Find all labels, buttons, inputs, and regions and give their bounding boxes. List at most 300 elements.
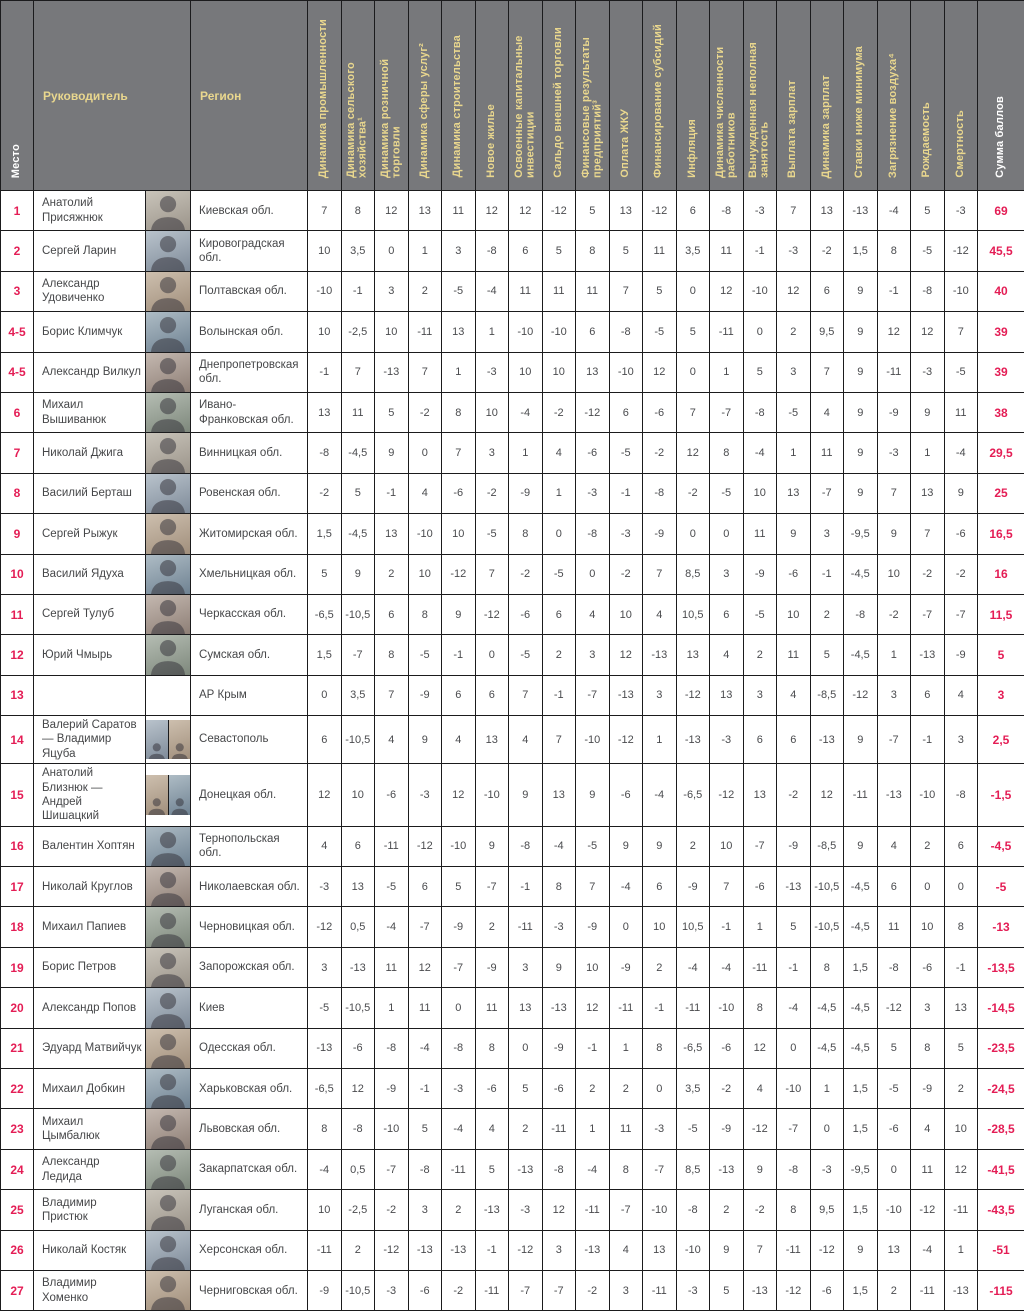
leader-photo-cell [146,1028,191,1068]
leader-name-cell: Владимир Пристюк [34,1190,146,1230]
place-cell: 23 [1,1109,34,1149]
person-silhouette-icon [146,353,190,392]
col-header-metric-9 [576,1,610,191]
metric-value-cell-12: -12 [676,675,710,715]
metric-value-cell-1: -2 [308,473,342,513]
region-cell: Сумская обл. [191,635,308,675]
metric-value-cell-2: 0,5 [341,1149,375,1189]
metric-value-cell-9: 8 [576,231,610,271]
place-cell: 17 [1,867,34,907]
col-header-metric-16 [810,1,844,191]
table-row [1,1109,1024,1149]
col-header-leader [34,1,191,191]
col-header-region [191,1,308,191]
metric-value-cell-11: -9 [643,514,677,554]
metric-value-cell-9: -5 [576,826,610,866]
table-row [1,907,1024,947]
metric-value-cell-7: -2 [509,554,543,594]
leader-photo-cell [146,594,191,634]
metric-value-cell-15: 8 [777,1190,811,1230]
metric-value-cell-10: 7 [609,271,643,311]
metric-value-cell-10: -10 [609,352,643,392]
table-row [1,433,1024,473]
leader-name-cell: Сергей Рыжук [34,514,146,554]
col-header-metric-label: Динамика численности работников [715,8,738,178]
metric-value-cell-14: -8 [743,392,777,432]
metric-value-cell-19: 12 [911,312,945,352]
metric-value-cell-13: 1 [710,352,744,392]
table-row [1,473,1024,513]
leader-photo [146,948,190,987]
metric-value-cell-2: -13 [341,947,375,987]
metric-value-cell-12: -13 [676,716,710,764]
metric-value-cell-18: -1 [877,271,911,311]
col-header-metric-5 [442,1,476,191]
metric-value-cell-8: 1 [542,473,576,513]
region-cell: Ивано-Франковская обл. [191,392,308,432]
table-row [1,514,1024,554]
metric-value-cell-18: 3 [877,675,911,715]
metric-value-cell-3: -5 [375,867,409,907]
leader-name-cell: Валентин Хоптян [34,826,146,866]
metric-value-cell-1: 8 [308,1109,342,1149]
metric-value-cell-15: 5 [777,907,811,947]
metric-value-cell-3: 0 [375,231,409,271]
metric-value-cell-16: -12 [810,1230,844,1270]
place-cell: 22 [1,1069,34,1109]
person-silhouette-icon [169,720,191,759]
metric-value-cell-8: -12 [542,191,576,231]
metric-value-cell-20: -13 [944,1271,978,1311]
metric-value-cell-19: 11 [911,1149,945,1189]
metric-value-cell-4: 1 [408,231,442,271]
metric-value-cell-6: -2 [475,473,509,513]
table-row [1,594,1024,634]
leader-photo-cell [146,191,191,231]
col-header-metric-label: Финансирование субсидий [653,24,665,178]
place-cell: 2 [1,231,34,271]
metric-value-cell-9: 11 [576,271,610,311]
col-header-metric-label: Ставки ниже минимума [854,46,866,178]
col-header-metric-label: Загрязнение воздуха⁴ [888,53,900,178]
metric-value-cell-3: 3 [375,271,409,311]
metric-value-cell-14: -3 [743,191,777,231]
region-cell: Черниговская обл. [191,1271,308,1311]
metric-value-cell-3: 10 [375,312,409,352]
metric-value-cell-1: -6,5 [308,1069,342,1109]
metric-value-cell-19: -3 [911,352,945,392]
metric-value-cell-11: 11 [643,231,677,271]
total-score-cell: 45,5 [978,231,1024,271]
leader-photo-wrap [146,1231,190,1270]
metric-value-cell-13: -7 [710,392,744,432]
table-row [1,1190,1024,1230]
metric-value-cell-3: 5 [375,392,409,432]
metric-value-cell-2: -10,5 [341,1271,375,1311]
leader-photo [146,1271,190,1310]
table-row [1,826,1024,866]
metric-value-cell-9: 4 [576,594,610,634]
leader-name-cell: Юрий Чмырь [34,635,146,675]
metric-value-cell-15: 6 [777,716,811,764]
region-cell: Волынская обл. [191,312,308,352]
region-cell: Черновицкая обл. [191,907,308,947]
metric-value-cell-8: -2 [542,392,576,432]
metric-value-cell-20: 4 [944,675,978,715]
person-silhouette-icon [146,272,190,311]
metric-value-cell-6: 6 [475,675,509,715]
metric-value-cell-3: -3 [375,1271,409,1311]
metric-value-cell-13: -9 [710,1109,744,1149]
metric-value-cell-17: 9 [844,1230,878,1270]
metric-value-cell-16: 1 [810,1069,844,1109]
col-header-metric-6 [475,1,509,191]
person-silhouette-icon [146,827,190,866]
leader-photo-wrap [146,676,190,715]
metric-value-cell-2: 6 [341,826,375,866]
metric-value-cell-15: -6 [777,554,811,594]
metric-value-cell-10: -12 [609,716,643,764]
metric-value-cell-13: -2 [710,1069,744,1109]
metric-value-cell-3: 9 [375,433,409,473]
col-header-metric-14 [743,1,777,191]
metric-value-cell-18: -11 [877,352,911,392]
table-row [1,392,1024,432]
metric-value-cell-12: -9 [676,867,710,907]
metric-value-cell-18: -13 [877,764,911,827]
metric-value-cell-19: -10 [911,764,945,827]
metric-value-cell-18: 4 [877,826,911,866]
metric-value-cell-3: 7 [375,675,409,715]
metric-value-cell-5: 12 [442,764,476,827]
metric-value-cell-16: 9,5 [810,312,844,352]
metric-value-cell-20: -6 [944,514,978,554]
leader-photo-wrap [146,231,190,270]
metric-value-cell-11: -13 [643,635,677,675]
metric-value-cell-19: 3 [911,988,945,1028]
table-row [1,867,1024,907]
metric-value-cell-12: 3,5 [676,231,710,271]
table-row [1,1230,1024,1270]
metric-value-cell-15: -4 [777,988,811,1028]
metric-value-cell-2: -10,5 [341,594,375,634]
leader-photo-cell [146,635,191,675]
metric-value-cell-1: 0 [308,675,342,715]
metric-value-cell-3: -6 [375,764,409,827]
metric-value-cell-20: -7 [944,594,978,634]
metric-value-cell-5: 0 [442,988,476,1028]
col-header-metric-17 [844,1,878,191]
metric-value-cell-17: 1,5 [844,1109,878,1149]
metric-value-cell-19: -5 [911,231,945,271]
metric-value-cell-9: 2 [576,1069,610,1109]
leader-photo [146,393,190,432]
metric-value-cell-8: 5 [542,231,576,271]
leader-photo-cell [146,675,191,715]
metric-value-cell-11: 12 [643,352,677,392]
metric-value-cell-4: 10 [408,554,442,594]
region-cell: АР Крым [191,675,308,715]
metric-value-cell-3: 4 [375,716,409,764]
person-silhouette-icon [146,312,190,351]
person-silhouette-icon [146,514,190,553]
metric-value-cell-15: 7 [777,191,811,231]
metric-value-cell-2: 3,5 [341,675,375,715]
metric-value-cell-15: -8 [777,1149,811,1189]
metric-value-cell-2: -2,5 [341,1190,375,1230]
metric-value-cell-6: -7 [475,867,509,907]
metric-value-cell-19: -7 [911,594,945,634]
metric-value-cell-10: 4 [609,1230,643,1270]
metric-value-cell-9: 13 [576,352,610,392]
metric-value-cell-1: -5 [308,988,342,1028]
leader-photo-wrap [146,720,190,759]
metric-value-cell-20: 0 [944,867,978,907]
col-header-metric-label: Динамика зарплат [821,75,833,178]
metric-value-cell-19: 1 [911,433,945,473]
metric-value-cell-3: -9 [375,1069,409,1109]
metric-value-cell-7: -5 [509,635,543,675]
place-cell: 3 [1,271,34,311]
total-score-cell: -13 [978,907,1024,947]
metric-value-cell-10: -5 [609,433,643,473]
metric-value-cell-15: 1 [777,433,811,473]
col-header-metric-label: Освоенные капитальные инвестиции [514,8,537,178]
metric-value-cell-6: 12 [475,191,509,231]
metric-value-cell-9: -11 [576,1190,610,1230]
metric-value-cell-9: -3 [576,473,610,513]
metric-value-cell-11: -3 [643,1109,677,1149]
total-score-cell: -24,5 [978,1069,1024,1109]
region-cell: Севастополь [191,716,308,764]
metric-value-cell-3: -13 [375,352,409,392]
metric-value-cell-17: -9,5 [844,1149,878,1189]
metric-value-cell-10: 10 [609,594,643,634]
metric-value-cell-5: -3 [442,1069,476,1109]
total-score-cell: -115 [978,1271,1024,1311]
leader-name-cell: Александр Вилкул [34,352,146,392]
metric-value-cell-12: 0 [676,352,710,392]
metric-value-cell-6: 7 [475,554,509,594]
metric-value-cell-3: 8 [375,635,409,675]
metric-value-cell-13: -11 [710,312,744,352]
col-header-place [1,1,34,191]
metric-value-cell-2: 10 [341,764,375,827]
place-cell: 10 [1,554,34,594]
metric-value-cell-3: 11 [375,947,409,987]
metric-value-cell-7: -13 [509,1149,543,1189]
person-silhouette-icon [146,1231,190,1270]
metric-value-cell-16: 2 [810,594,844,634]
person-silhouette-icon [146,433,190,472]
metric-value-cell-10: 3 [609,1271,643,1311]
metric-value-cell-4: 2 [408,271,442,311]
leader-photo [146,514,190,553]
leader-photo-cell [146,231,191,271]
metric-value-cell-13: 0 [710,514,744,554]
place-cell: 9 [1,514,34,554]
metric-value-cell-15: -11 [777,1230,811,1270]
metric-value-cell-2: -8 [341,1109,375,1149]
metric-value-cell-8: -6 [542,1069,576,1109]
total-score-cell: -14,5 [978,988,1024,1028]
metric-value-cell-2: 3,5 [341,231,375,271]
metric-value-cell-20: -5 [944,352,978,392]
metric-value-cell-9: -12 [576,392,610,432]
leader-photo [146,867,190,906]
metric-value-cell-1: 10 [308,231,342,271]
metric-value-cell-13: 8 [710,433,744,473]
metric-value-cell-20: 12 [944,1149,978,1189]
metric-value-cell-15: -3 [777,231,811,271]
person-silhouette-icon [146,948,190,987]
metric-value-cell-4: 13 [408,191,442,231]
metric-value-cell-6: 1 [475,312,509,352]
metric-value-cell-1: -12 [308,907,342,947]
leader-photo-cell [146,826,191,866]
leader-photo [146,720,168,759]
metric-value-cell-15: -1 [777,947,811,987]
metric-value-cell-7: -4 [509,392,543,432]
table-row [1,635,1024,675]
metric-value-cell-17: -4,5 [844,988,878,1028]
metric-value-cell-16: 9,5 [810,1190,844,1230]
leader-name-cell: Валерий Саратов — Владимир Яцуба [34,716,146,764]
region-cell: Днепропетровская обл. [191,352,308,392]
metric-value-cell-10: -11 [609,988,643,1028]
metric-value-cell-4: -10 [408,514,442,554]
metric-value-cell-17: -4,5 [844,907,878,947]
person-silhouette-icon [146,1069,190,1108]
metric-value-cell-7: 10 [509,352,543,392]
metric-value-cell-7: -11 [509,907,543,947]
person-silhouette-icon [146,1150,190,1189]
metric-value-cell-5: 13 [442,312,476,352]
metric-value-cell-10: 13 [609,191,643,231]
metric-value-cell-9: -13 [576,1230,610,1270]
col-header-metric-label: Динамика розничной торговли [380,8,403,178]
person-silhouette-icon [146,595,190,634]
metric-value-cell-2: -10,5 [341,988,375,1028]
col-header-metric-label: Вынужденная неполная занятость [748,8,771,178]
leader-photo-cell [146,392,191,432]
metric-value-cell-14: -2 [743,1190,777,1230]
metric-value-cell-11: -7 [643,1149,677,1189]
leader-photo-cell [146,1149,191,1189]
metric-value-cell-11: -1 [643,988,677,1028]
leader-photo [146,595,190,634]
metric-value-cell-12: 3,5 [676,1069,710,1109]
metric-value-cell-17: 1,5 [844,1190,878,1230]
leader-name-cell: Александр Удовиченко [34,271,146,311]
metric-value-cell-11: 9 [643,826,677,866]
metric-value-cell-6: 5 [475,1149,509,1189]
leader-photo-cell [146,271,191,311]
leader-name-cell: Николай Костяк [34,1230,146,1270]
metric-value-cell-3: -1 [375,473,409,513]
person-silhouette-icon [146,988,190,1027]
metric-value-cell-13: -10 [710,988,744,1028]
total-score-cell: -43,5 [978,1190,1024,1230]
total-score-cell: -28,5 [978,1109,1024,1149]
place-cell: 7 [1,433,34,473]
metric-value-cell-18: 10 [877,554,911,594]
col-header-metric-label: Рождаемость [921,102,933,178]
total-score-cell: 69 [978,191,1024,231]
metric-value-cell-2: 8 [341,191,375,231]
metric-value-cell-12: 10,5 [676,594,710,634]
region-cell: Харьковская обл. [191,1069,308,1109]
region-cell: Черкасская обл. [191,594,308,634]
region-cell: Запорожская обл. [191,947,308,987]
metric-value-cell-7: 9 [509,764,543,827]
metric-value-cell-4: 0 [408,433,442,473]
place-cell: 4-5 [1,352,34,392]
metric-value-cell-19: -11 [911,1271,945,1311]
leader-name-cell: Анатолий Присяжнюк [34,191,146,231]
total-score-cell: 40 [978,271,1024,311]
metric-value-cell-19: -13 [911,635,945,675]
col-header-place-label: Место [11,144,23,178]
leader-photo-cell [146,473,191,513]
metric-value-cell-15: -12 [777,1271,811,1311]
metric-value-cell-4: -3 [408,764,442,827]
region-cell: Херсонская обл. [191,1230,308,1270]
metric-value-cell-20: 7 [944,312,978,352]
metric-value-cell-11: -11 [643,1271,677,1311]
metric-value-cell-1: 13 [308,392,342,432]
metric-value-cell-18: -4 [877,191,911,231]
metric-value-cell-7: -12 [509,1230,543,1270]
metric-value-cell-10: -7 [609,1190,643,1230]
person-silhouette-icon [146,1029,190,1068]
metric-value-cell-9: -4 [576,1149,610,1189]
metric-value-cell-10: -6 [609,764,643,827]
metric-value-cell-20: -1 [944,947,978,987]
metric-value-cell-20: 2 [944,1069,978,1109]
metric-value-cell-8: -11 [542,1109,576,1149]
metric-value-cell-3: -12 [375,1230,409,1270]
metric-value-cell-3: -10 [375,1109,409,1149]
metric-value-cell-13: 12 [710,271,744,311]
metric-value-cell-10: 8 [609,1149,643,1189]
table-row [1,271,1024,311]
metric-value-cell-13: 10 [710,826,744,866]
metric-value-cell-17: 9 [844,473,878,513]
metric-value-cell-8: -4 [542,826,576,866]
metric-value-cell-5: -8 [442,1028,476,1068]
metric-value-cell-20: -2 [944,554,978,594]
leader-photo-wrap [146,1190,190,1229]
person-silhouette-icon [146,775,168,814]
metric-value-cell-9: 1 [576,1109,610,1149]
metric-value-cell-18: -6 [877,1109,911,1149]
metric-value-cell-14: 11 [743,514,777,554]
metric-value-cell-15: 4 [777,675,811,715]
metric-value-cell-9: -8 [576,514,610,554]
place-cell: 19 [1,947,34,987]
metric-value-cell-13: -12 [710,764,744,827]
total-score-cell: 3 [978,675,1024,715]
metric-value-cell-19: -9 [911,1069,945,1109]
metric-value-cell-18: 8 [877,231,911,271]
metric-value-cell-17: 9 [844,271,878,311]
metric-value-cell-3: -11 [375,826,409,866]
person-silhouette-icon [146,1190,190,1229]
leader-photo-cell [146,947,191,987]
metric-value-cell-16: 8 [810,947,844,987]
metric-value-cell-14: 6 [743,716,777,764]
